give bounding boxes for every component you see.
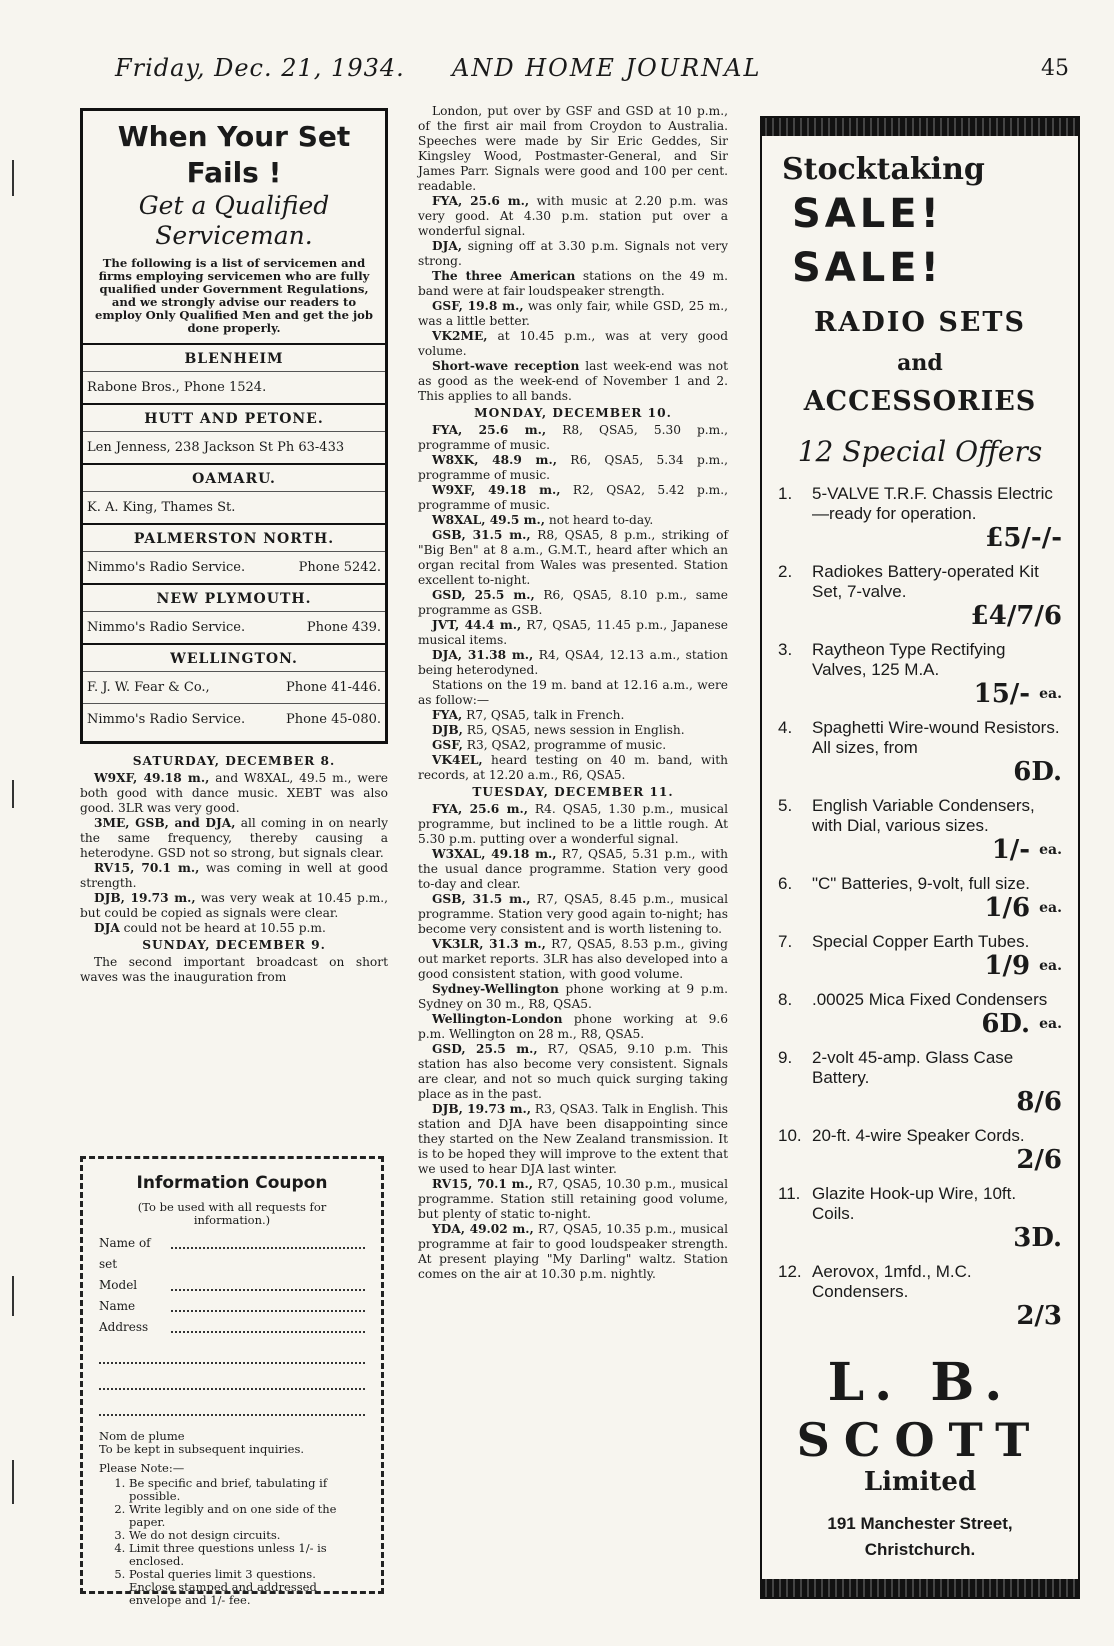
town-heading: OAMARU.: [83, 463, 385, 491]
offer-price: [812, 1010, 1062, 1038]
offer-body: [812, 562, 1062, 630]
offer-price-value: 2/3: [1016, 1301, 1062, 1331]
log-entry: [418, 588, 728, 618]
offer-number: 4.: [778, 718, 793, 737]
log-text: R8, QSA5, 8 p.m., striking of "Big Ben" at 8 a.m., G.M.T., heard after which an organ recital from Wales was presented. Station excellent to-night.: [418, 528, 728, 587]
nom-de-plume-note: To be kept in subsequent inquiries.: [99, 1442, 305, 1456]
ad-top-border: [762, 118, 1078, 136]
log-entry: [80, 771, 388, 816]
offer-price-value: £4/7/6: [970, 601, 1062, 631]
offer-price-value: 3D.: [1013, 1223, 1062, 1253]
ad-stocktaking: Stocktaking: [782, 152, 985, 187]
firm-address-city: Christchurch.: [864, 1540, 976, 1559]
log-text: R6, QSA5, 5.34 p.m., programme of music.: [418, 453, 728, 482]
serviceman-entry: [83, 491, 385, 523]
serviceman-entry: [83, 611, 385, 643]
log-text: heard testing on 40 m. band, with records, at 12.20 a.m., R6, QSA5.: [418, 753, 728, 782]
log-text: was coming in well at good strength.: [80, 861, 388, 890]
coupon-field: [99, 1275, 365, 1296]
offer-description: 5-VALVE T.R.F. Chassis Electric—ready for operation.: [812, 484, 1053, 523]
journal-title: AND HOME JOURNAL: [452, 54, 762, 82]
log-entry: [418, 1177, 728, 1222]
log-text: R5, QSA5, news session in English.: [462, 723, 685, 737]
station-call: GSB, 31.5 m.,: [432, 892, 531, 906]
offer-number: 12.: [778, 1262, 802, 1281]
offer-body: [812, 1262, 1062, 1330]
log-text: R4, QSA4, 12.13 a.m., station being heterodyned.: [418, 648, 728, 677]
log-text: R3, QSA2, programme of music.: [462, 738, 667, 752]
station-call: FYA, 25.6 m.,: [432, 194, 530, 208]
log-text: R6, QSA5, 8.10 p.m., same programme as GSB.: [418, 588, 728, 617]
coupon-field-label: Name: [99, 1299, 136, 1313]
log-text: R4. QSA5, 1.30 p.m., musical programme, but inclined to be a little rough. At 5.30 p.m. putting over a wonderful signal.: [418, 802, 728, 846]
log-text: R7, QSA5, talk in French.: [462, 708, 625, 722]
log-text: R7, QSA5, 8.53 p.m., giving out market reports. 3LR has also developed into a good consistent station, with good volume.: [418, 937, 728, 981]
day-heading: SUNDAY, DECEMBER 9.: [142, 938, 326, 952]
offer-price-unit: ea.: [1039, 842, 1062, 858]
town-heading: BLENHEIM: [83, 343, 385, 371]
log-entry: [418, 753, 728, 783]
log-text: R7, QSA5, 5.31 p.m., with the usual dance programme. Station very good to-day and clear.: [418, 847, 728, 891]
offer-number: 1.: [778, 484, 793, 503]
offer-body: [812, 1126, 1062, 1174]
station-call: W9XF, 49.18 m.,: [94, 771, 210, 785]
station-call: GSD, 25.5 m.,: [432, 1042, 538, 1056]
log-entry: [418, 1012, 728, 1042]
offer-item: [778, 1048, 1062, 1116]
log-text: with music at 2.20 p.m. was very good. At 4.30 p.m. station put over a wonderful signal.: [418, 194, 728, 238]
coupon-field-blank: [171, 1275, 365, 1291]
log-text: at 10.45 p.m., was at very good volume.: [418, 329, 728, 358]
ad-sale-2: SALE!: [792, 245, 943, 291]
offer-price-value: 8/6: [1016, 1087, 1062, 1117]
log-entry: [418, 618, 728, 648]
nom-de-plume-label: Nom de plume: [99, 1429, 185, 1443]
coupon-note: 4. Limit three questions unless 1/- is enclosed.: [129, 1542, 365, 1568]
offer-body: [812, 640, 1062, 708]
coupon-field-label: Name of set: [99, 1236, 151, 1271]
station-call: 3ME, GSB, and DJA,: [94, 816, 236, 830]
town-heading: HUTT AND PETONE.: [83, 403, 385, 431]
offer-number: 3.: [778, 640, 793, 659]
log-entry: [418, 483, 728, 513]
serviceman-firm: Nimmo's Radio Service.: [87, 560, 246, 575]
station-call: The three American: [432, 269, 576, 283]
margin-mark: [12, 780, 14, 808]
margin-mark: [12, 1276, 14, 1316]
margin-mark: [12, 1460, 14, 1504]
offer-description: English Variable Condensers, with Dial, various sizes.: [812, 796, 1035, 835]
lb-scott-advertisement: [760, 116, 1080, 1599]
log-text: all coming in on nearly the same frequency, thereby causing a heterodyne. GSD not so strong, but signals clear.: [80, 816, 388, 860]
serviceman-entry: [83, 371, 385, 403]
log-text: Stations on the 19 m. band at 12.16 a.m., were as follow:—: [418, 678, 728, 707]
serviceman-phone: Phone 439.: [306, 620, 381, 635]
station-call: W3XAL, 49.18 m.,: [432, 847, 557, 861]
log-entry: [80, 816, 388, 861]
offer-price-value: 15/-: [973, 679, 1031, 709]
serviceman-firm: Rabone Bros., Phone 1524.: [87, 380, 267, 395]
page-header: [0, 52, 1114, 88]
log-text: was very weak at 10.45 p.m., but could be copied as signals were clear.: [80, 891, 388, 920]
information-coupon: [80, 1156, 384, 1607]
log-text: not heard to-day.: [545, 513, 654, 527]
station-call: GSF, 19.8 m.,: [432, 299, 524, 313]
station-call: VK4EL,: [432, 753, 483, 767]
offer-body: [812, 718, 1062, 786]
ad-and: and: [897, 350, 943, 376]
firm-name: SCOTT: [796, 1413, 1044, 1467]
log-text: last week-end was not as good as the week-end of November 1 and 2. This applies to all bands.: [418, 359, 728, 403]
ad-radio-sets: RADIO SETS: [813, 307, 1027, 338]
log-text: R7, QSA5, 10.30 p.m., musical programme. Station still retaining good volume, but plenty of static to-night.: [418, 1177, 728, 1221]
offer-price: [812, 952, 1062, 980]
log-entry: [80, 921, 388, 936]
coupon-field-label: Model: [99, 1278, 138, 1292]
offer-item: [778, 562, 1062, 630]
firm-address-street: 191 Manchester Street,: [827, 1514, 1013, 1533]
offer-number: 7.: [778, 932, 793, 951]
coupon-note: 2. Write legibly and on one side of the paper.: [129, 1503, 365, 1529]
ad-sale-1: SALE!: [792, 191, 943, 237]
offer-price-value: 1/-: [991, 835, 1031, 865]
log-text: stations on the 49 m. band were at fair loudspeaker strength.: [418, 269, 728, 298]
middle-log-report: [418, 104, 728, 1282]
offer-price-value: 2/6: [1016, 1145, 1062, 1175]
station-call: RV15, 70.1 m.,: [94, 861, 200, 875]
offer-price: [812, 1146, 1062, 1174]
offer-number: 10.: [778, 1126, 802, 1145]
page-number: 45: [1041, 56, 1069, 81]
coupon-field-blank: [171, 1317, 365, 1333]
offer-price-value: 1/9: [984, 951, 1031, 981]
station-call: GSB, 31.5 m.,: [432, 528, 531, 542]
log-text: was only fair, while GSD, 25 m., was a little better.: [418, 299, 728, 328]
offer-price: [812, 1088, 1062, 1116]
offer-description: 20-ft. 4-wire Speaker Cords.: [812, 1126, 1025, 1145]
log-text: and W8XAL, 49.5 m., were both good with dance music. XEBT was also good. 3LR was very good.: [80, 771, 389, 815]
offer-body: [812, 874, 1062, 922]
log-entry: [418, 239, 728, 269]
offer-price-unit: ea.: [1039, 958, 1062, 974]
coupon-field: [99, 1296, 365, 1317]
log-entry: [418, 528, 728, 588]
log-entry: [418, 847, 728, 892]
station-call: GSD, 25.5 m.,: [432, 588, 535, 602]
serviceman-firm: Len Jenness, 238 Jackson St Ph 63-433: [87, 440, 345, 455]
log-entry: [418, 892, 728, 937]
offer-list: [778, 484, 1062, 1330]
log-entry: [418, 269, 728, 299]
serviceman-entry: [83, 671, 385, 703]
station-call: JVT, 44.4 m.,: [432, 618, 522, 632]
offer-price: [812, 894, 1062, 922]
offer-description: Aerovox, 1mfd., M.C. Condensers.: [812, 1262, 972, 1301]
ad-special-offers: 12 Special Offers: [797, 435, 1043, 468]
station-call: Wellington-London: [432, 1012, 563, 1026]
log-entry: [418, 423, 728, 453]
station-call: Short-wave reception: [432, 359, 580, 373]
serviceman-subhead: Get a Qualified Serviceman.: [138, 191, 330, 250]
station-call: DJB, 19.73 m.,: [94, 891, 196, 905]
offer-price: [812, 836, 1062, 864]
offer-description: Raytheon Type Rectifying Valves, 125 M.A.: [812, 640, 1006, 679]
offer-body: [812, 796, 1062, 864]
station-call: YDA, 49.02 m.,: [432, 1222, 534, 1236]
log-entry: [418, 982, 728, 1012]
log-text: R2, QSA2, 5.42 p.m., programme of music.: [418, 483, 728, 512]
log-entry: [80, 891, 388, 921]
offer-item: [778, 990, 1062, 1038]
serviceman-firm: Nimmo's Radio Service.: [87, 620, 246, 635]
offer-body: [812, 932, 1062, 980]
address-line: [99, 1364, 365, 1390]
town-heading: WELLINGTON.: [83, 643, 385, 671]
offer-body: [812, 990, 1062, 1038]
log-text: phone working at 9 p.m. Sydney on 30 m., R8, QSA5.: [418, 982, 728, 1011]
log-entry: [418, 802, 728, 847]
offer-price-unit: ea.: [1039, 686, 1062, 702]
station-call: GSF,: [432, 738, 463, 752]
offer-body: [812, 1048, 1062, 1116]
coupon-field: [99, 1233, 365, 1275]
station-call: DJB,: [432, 723, 463, 737]
town-heading: PALMERSTON NORTH.: [83, 523, 385, 551]
coupon-fields: [99, 1233, 365, 1338]
please-note-label: Please Note:—: [99, 1461, 185, 1475]
left-log-report: [80, 754, 388, 985]
coupon-notes: [99, 1477, 365, 1607]
offer-price: [812, 602, 1062, 630]
offer-number: 2.: [778, 562, 793, 581]
serviceman-intro: The following is a list of servicemen and firms employing servicemen who are fully qualified under Government Regulations, and we strongly advise our readers to employ Only Qualified Men and get the job done properly.: [94, 256, 374, 335]
station-call: VK3LR, 31.3 m.,: [432, 937, 546, 951]
log-entry: [418, 299, 728, 329]
station-call: W9XF, 49.18 m.,: [432, 483, 561, 497]
coupon-title: Information Coupon: [136, 1173, 328, 1193]
ad-bottom-border: [762, 1579, 1078, 1597]
station-call: DJA: [94, 921, 120, 935]
offer-price: [812, 1302, 1062, 1330]
station-call: RV15, 70.1 m.,: [432, 1177, 533, 1191]
offer-price-unit: ea.: [1039, 900, 1062, 916]
address-line: [99, 1390, 365, 1416]
offer-item: [778, 874, 1062, 922]
offer-price: [812, 524, 1062, 552]
offer-item: [778, 1126, 1062, 1174]
offer-item: [778, 1184, 1062, 1252]
log-text: R3, QSA3. Talk in English. This station and DJA have been disappointing since they started on the New Zealand transmission. It is to be hoped they will improve to the extent that we used to hear DJA last winter.: [418, 1102, 728, 1176]
log-text: signing off at 3.30 p.m. Signals not very strong.: [418, 239, 728, 268]
offer-description: Spaghetti Wire-wound Resistors. All sizes, from: [812, 718, 1060, 757]
log-entry: [418, 1222, 728, 1282]
log-entry: [418, 708, 728, 723]
offer-description: Special Copper Earth Tubes.: [812, 932, 1030, 951]
station-call: DJA, 31.38 m.,: [432, 648, 534, 662]
log-text: R7, QSA5, 10.35 p.m., musical programme at fair to good loudspeaker strength. At present playing "My Darling" waltz. Station comes on the air at 10.30 p.m. nightly.: [418, 1222, 728, 1281]
log-entry: [80, 955, 388, 985]
log-entry: [418, 359, 728, 404]
log-entry: [418, 678, 728, 708]
log-entry: [418, 648, 728, 678]
log-entry: [418, 104, 728, 194]
offer-price: [812, 758, 1062, 786]
station-call: DJA,: [432, 239, 463, 253]
coupon-subtitle: (To be used with all requests for information.): [137, 1200, 327, 1227]
town-heading: NEW PLYMOUTH.: [83, 583, 385, 611]
log-text: could not be heard at 10.55 p.m.: [119, 921, 326, 935]
log-text: R7, QSA5, 8.45 p.m., musical programme. Station very good again to-night; has become very consistent and is worth listening to.: [418, 892, 728, 936]
margin-mark: [12, 160, 14, 196]
firm-initials: L. B.: [827, 1352, 1013, 1413]
serviceman-firm: F. J. W. Fear & Co.,: [87, 680, 210, 695]
offer-price-value: 6D.: [1013, 757, 1062, 787]
offer-price: [812, 1224, 1062, 1252]
day-heading: MONDAY, DECEMBER 10.: [474, 406, 672, 420]
station-call: FYA,: [432, 708, 463, 722]
offer-description: Glazite Hook-up Wire, 10ft. Coils.: [812, 1184, 1017, 1223]
station-call: DJB, 19.73 m.,: [432, 1102, 531, 1116]
offer-description: Radiokes Battery-operated Kit Set, 7-valve.: [812, 562, 1039, 601]
offer-item: [778, 1262, 1062, 1330]
offer-item: [778, 484, 1062, 552]
offer-description: .00025 Mica Fixed Condensers: [812, 990, 1048, 1009]
address-line: [99, 1338, 365, 1364]
station-call: FYA, 25.6 m.,: [432, 423, 547, 437]
offer-price-unit: ea.: [1039, 1016, 1062, 1032]
log-entry: [418, 329, 728, 359]
offer-item: [778, 796, 1062, 864]
coupon-field-blank: [171, 1296, 365, 1312]
offer-number: 9.: [778, 1048, 793, 1067]
station-call: VK2ME,: [432, 329, 488, 343]
offer-number: 6.: [778, 874, 793, 893]
serviceman-entry: [83, 703, 385, 735]
day-heading: TUESDAY, DECEMBER 11.: [472, 785, 674, 799]
station-call: W8XAL, 49.5 m.,: [432, 513, 546, 527]
log-text: R7, QSA5, 9.10 p.m. This station has also become very consistent. Signals are clear, and not so much quick surging taking place as in the past.: [418, 1042, 728, 1101]
coupon-field: [99, 1317, 365, 1338]
coupon-note: 3. We do not design circuits.: [129, 1529, 365, 1542]
serviceman-firm: K. A. King, Thames St.: [87, 500, 236, 515]
serviceman-phone: Phone 41-446.: [285, 680, 381, 695]
offer-number: 8.: [778, 990, 793, 1009]
serviceman-phone: Phone 45-080.: [285, 712, 381, 727]
station-call: FYA, 25.6 m.,: [432, 802, 528, 816]
serviceman-box: [80, 108, 388, 744]
serviceman-entry: [83, 431, 385, 463]
issue-date: Friday, Dec. 21, 1934.: [115, 54, 405, 82]
offer-item: [778, 640, 1062, 708]
log-entry: [418, 513, 728, 528]
offer-item: [778, 718, 1062, 786]
firm-limited: Limited: [863, 1467, 977, 1497]
log-entry: [418, 1042, 728, 1102]
log-entry: [418, 738, 728, 753]
log-entry: [418, 723, 728, 738]
offer-number: 11.: [778, 1184, 801, 1203]
offer-body: [812, 1184, 1062, 1252]
log-entry: [418, 453, 728, 483]
serviceman-phone: Phone 5242.: [298, 560, 381, 575]
left-column: [80, 108, 388, 985]
station-call: Sydney-Wellington: [432, 982, 559, 996]
log-entry: [80, 861, 388, 891]
serviceman-firm: Nimmo's Radio Service.: [87, 712, 246, 727]
offer-price-value: 1/6: [984, 893, 1031, 923]
coupon-note: 1. Be specific and brief, tabulating if possible.: [129, 1477, 365, 1503]
serviceman-entry: [83, 551, 385, 583]
serviceman-headline: When Your Set Fails !: [117, 120, 351, 189]
ad-accessories: ACCESSORIES: [803, 386, 1037, 417]
offer-number: 5.: [778, 796, 793, 815]
offer-price-value: 6D.: [981, 1009, 1031, 1039]
log-text: London, put over by GSF and GSD at 10 p.m., of the first air mail from Croydon to Australia. Speeches were made by Sir Eric Geddes, Sir Kingsley Wood, Postmaster-General, and Sir James Parr. Signals were good and 100 per cent. readable.: [418, 104, 728, 193]
coupon-field-label: Address: [99, 1320, 149, 1334]
log-entry: [418, 1102, 728, 1177]
coupon-note: 5. Postal queries limit 3 questions. Enclose stamped and addressed envelope and 1/- fee.: [129, 1568, 365, 1607]
log-entry: [418, 937, 728, 982]
offer-price-value: £5/-/-: [985, 523, 1062, 553]
day-heading: SATURDAY, DECEMBER 8.: [132, 754, 336, 768]
offer-description: "C" Batteries, 9-volt, full size.: [812, 874, 1031, 893]
station-call: W8XK, 48.9 m.,: [432, 453, 557, 467]
log-text: phone working at 9.6 p.m. Wellington on 28 m., R8, QSA5.: [418, 1012, 728, 1041]
offer-price: [812, 680, 1062, 708]
log-entry: [418, 194, 728, 239]
log-text: R8, QSA5, 5.30 p.m., programme of music.: [418, 423, 728, 452]
offer-description: 2-volt 45-amp. Glass Case Battery.: [812, 1048, 1014, 1087]
offer-body: [812, 484, 1062, 552]
coupon-field-blank: [171, 1233, 365, 1249]
log-text: The second important broadcast on short waves was the inauguration from: [80, 955, 388, 984]
log-text: R7, QSA5, 11.45 p.m., Japanese musical items.: [418, 618, 728, 647]
serviceman-list: [83, 343, 385, 735]
offer-item: [778, 932, 1062, 980]
